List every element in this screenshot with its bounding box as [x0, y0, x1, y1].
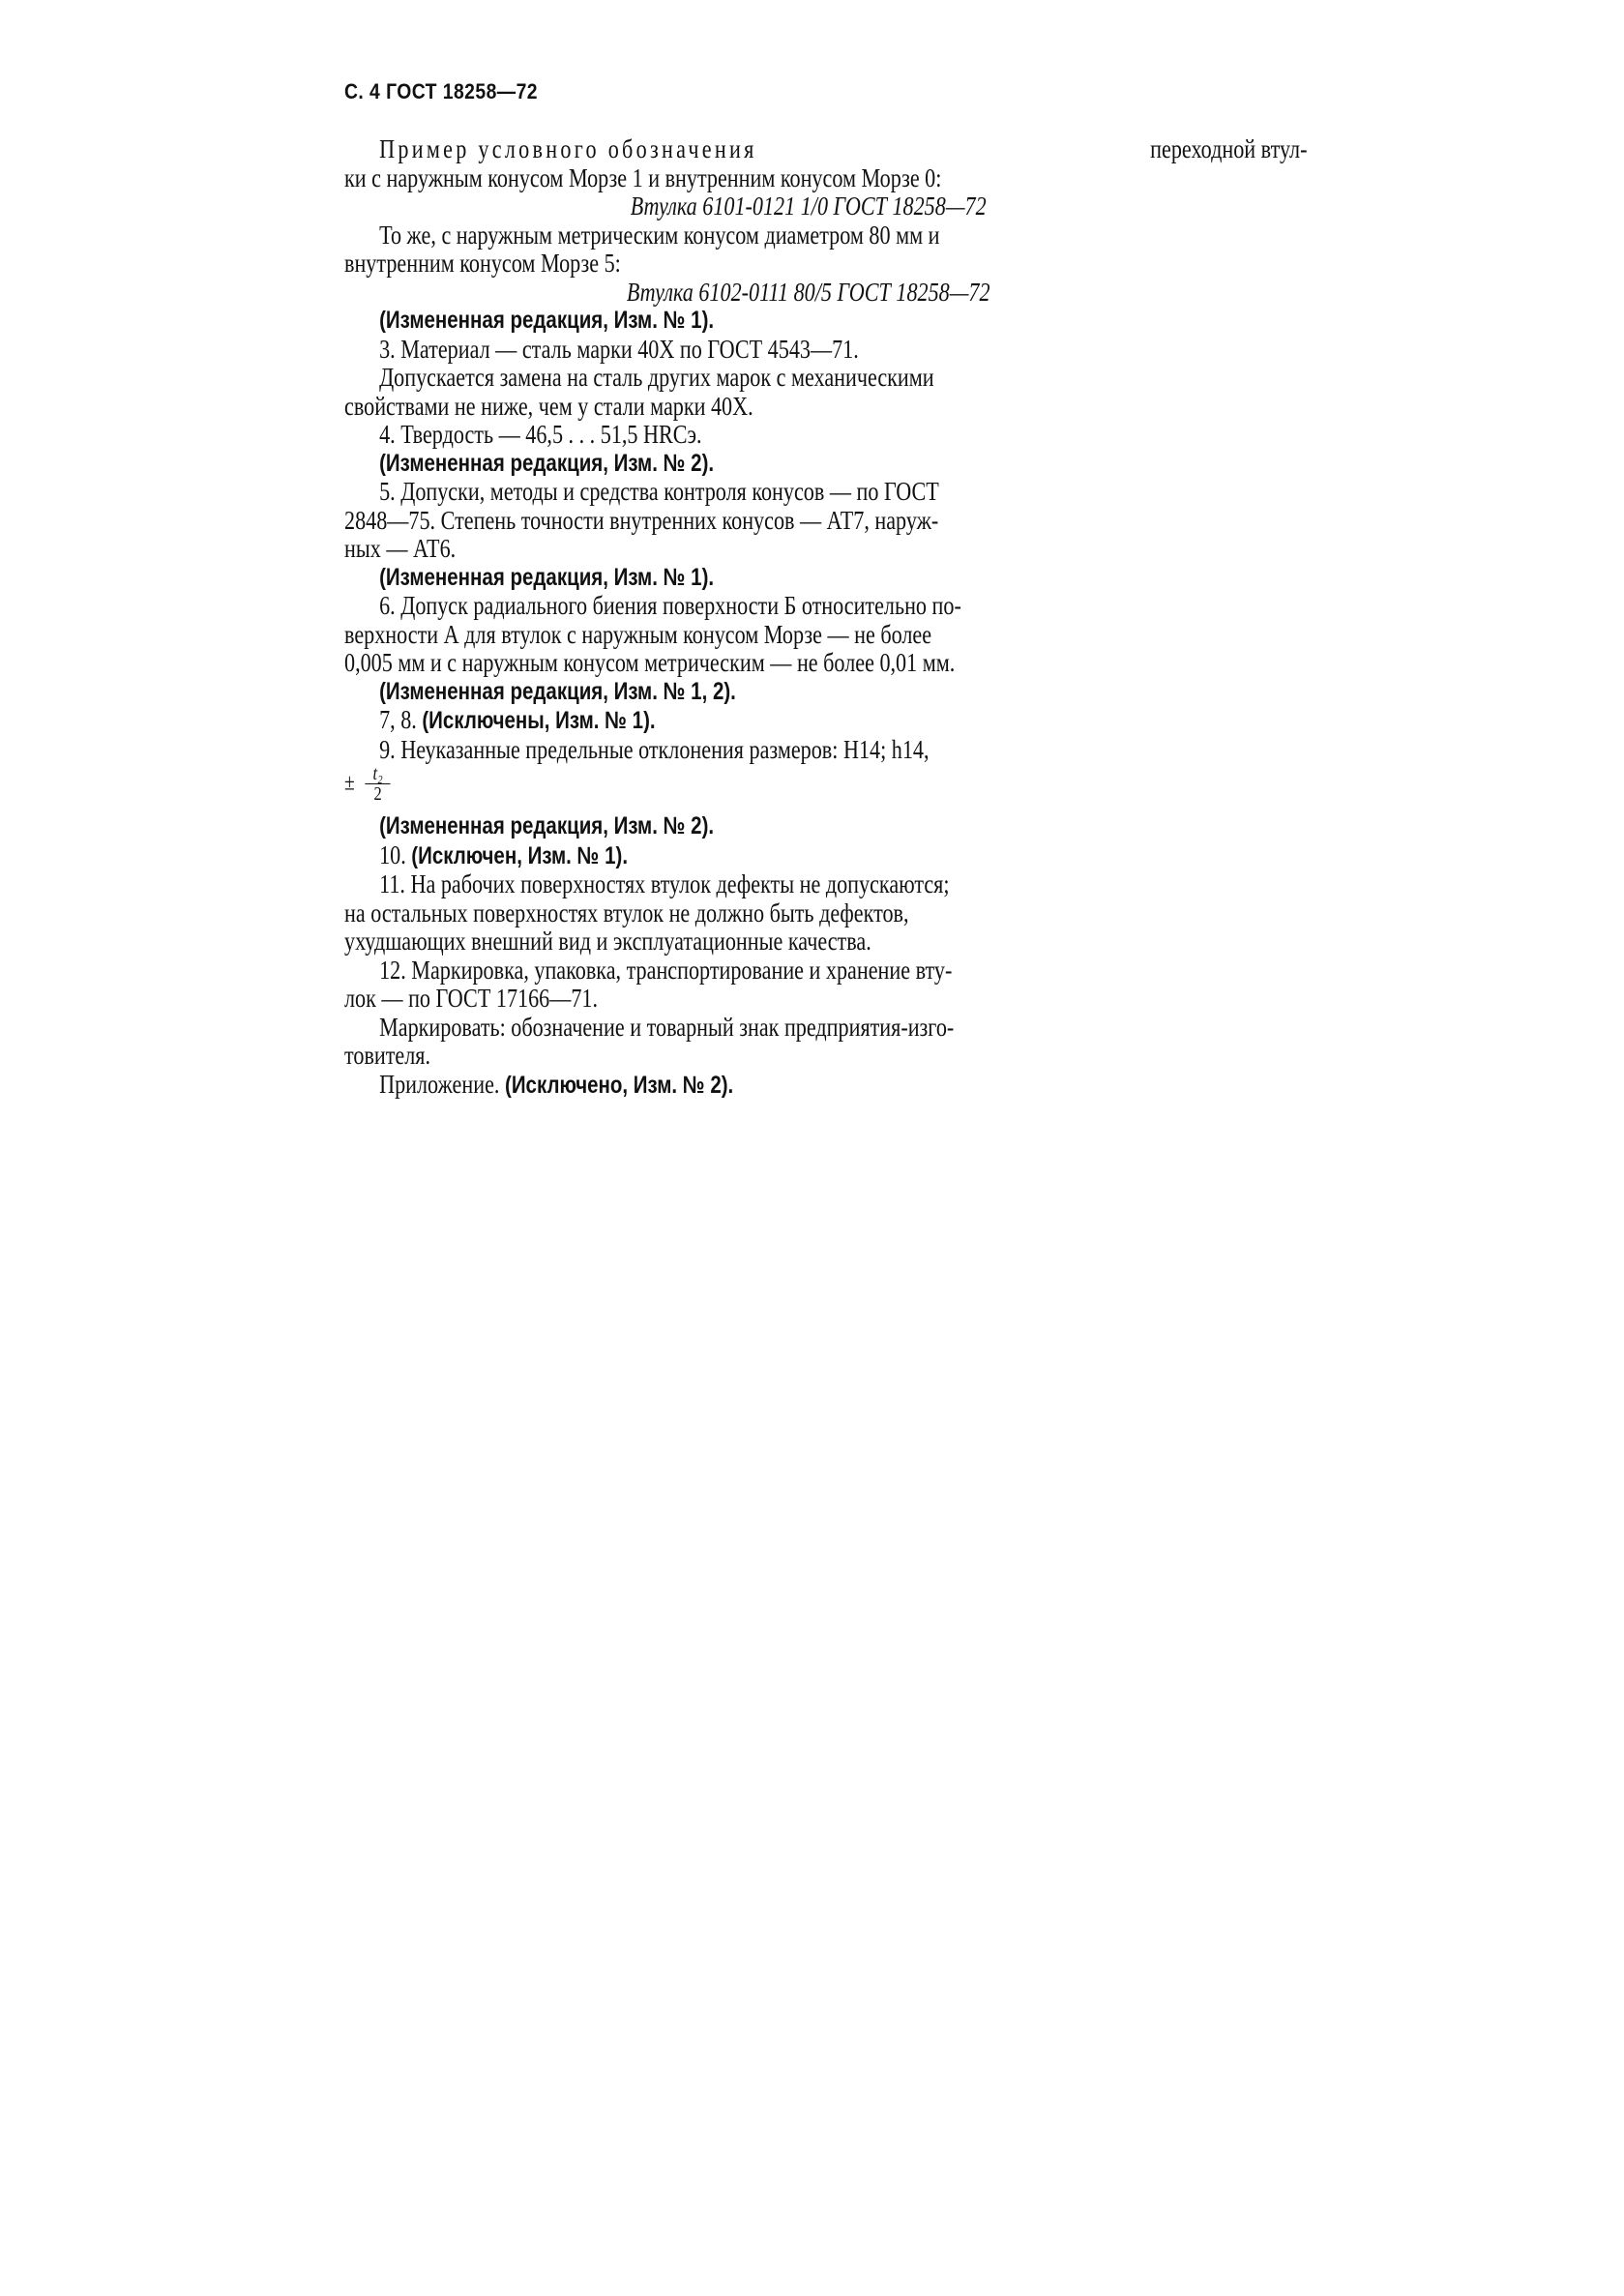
item-number: 7, 8.: [379, 705, 417, 734]
item-7-8: [344, 706, 1307, 736]
fraction-numerator: t₂: [365, 764, 391, 784]
item-12-line: Маркировать: обозначение и товарный знак предприятия-изго-: [379, 1012, 955, 1042]
item-11-line: на остальных поверхностях втулок не должно быть дефектов,: [344, 898, 909, 927]
item-6-line: верхности А для втулок с наружным конусом Морзе — не более: [344, 619, 932, 649]
paragraph-line: внутренним конусом Морзе 5:: [344, 249, 621, 278]
item-5-line: 5. Допуски, методы и средства контроля конусов — по ГОСТ: [379, 477, 939, 506]
appendix-label: Приложение.: [379, 1069, 500, 1099]
emphasized-text: Пример условного обозначения: [379, 134, 757, 163]
amendment-note: (Измененная редакция, Изм. № 1, 2).: [379, 677, 736, 705]
item-6-line: 0,005 мм и с наружным конусом метрическим — не более 0,01 мм.: [344, 648, 956, 677]
item-12-line: лок — по ГОСТ 17166—71.: [344, 984, 599, 1013]
amendment-note: (Исключен, Изм. № 1).: [411, 841, 629, 869]
item-6-line: 6. Допуск радиального биения поверхности Б относительно по-: [379, 591, 961, 620]
paragraph-line: То же, с наружным метрическим конусом диаметром 80 мм и: [379, 220, 940, 250]
item-9-line: 9. Неуказанные предельные отклонения размеров: H14; h14,: [379, 734, 930, 764]
page-header: С. 4 ГОСТ 18258—72: [344, 79, 539, 103]
amendment-note: (Измененная редакция, Изм. № 2).: [379, 812, 715, 839]
tolerance-formula: [344, 764, 1272, 812]
designation-example: Втулка 6102-0111 80/5 ГОСТ 18258—72: [626, 277, 990, 307]
item-5-line: ных — АТ6.: [344, 534, 457, 563]
text-span: переходной втул-: [1150, 134, 1308, 163]
amendment-note: (Измененная редакция, Изм. № 2).: [379, 449, 715, 477]
amendment-note: (Исключены, Изм. № 1).: [422, 707, 656, 734]
item-11-line: ухудшающих внешний вид и эксплуатационные качества.: [344, 927, 871, 956]
item-4-line: 4. Твердость — 46,5 . . . 51,5 HRCэ.: [379, 420, 702, 449]
designation-example: Втулка 6101-0121 1/0 ГОСТ 18258—72: [630, 191, 987, 221]
paragraph-line: ки с наружным конусом Морзе 1 и внутренним конусом Морзе 0:: [344, 162, 942, 192]
amendment-note: (Измененная редакция, Изм. № 1).: [379, 307, 715, 334]
item-10: [344, 841, 1307, 871]
item-3-line: свойствами не ниже, чем у стали марки 40X.: [344, 391, 753, 421]
fraction-denominator: 2: [373, 783, 382, 805]
item-12-line: товителя.: [344, 1041, 431, 1070]
item-number: 10.: [379, 839, 406, 869]
appendix-line: [344, 1071, 1307, 1101]
document-body: [344, 134, 1308, 1100]
amendment-note: (Исключено, Изм. № 2).: [504, 1071, 734, 1099]
item-3-line: Допускается замена на сталь других марок с механическими: [379, 363, 934, 392]
item-11-line: 11. На рабочих поверхностях втулок дефекты не допускаются;: [379, 869, 950, 898]
item-12-line: 12. Маркировка, упаковка, транспортирование и хранение вту-: [379, 955, 953, 985]
paragraph-line: [344, 135, 1307, 164]
plus-minus-sign: ±: [344, 770, 355, 796]
amendment-note: (Измененная редакция, Изм. № 1).: [379, 563, 715, 591]
item-5-line: 2848—75. Степень точности внутренних конусов — АТ7, наруж-: [344, 505, 939, 535]
fraction: [365, 764, 391, 804]
item-3-line: 3. Материал — сталь марки 40X по ГОСТ 4543—71.: [379, 334, 859, 364]
